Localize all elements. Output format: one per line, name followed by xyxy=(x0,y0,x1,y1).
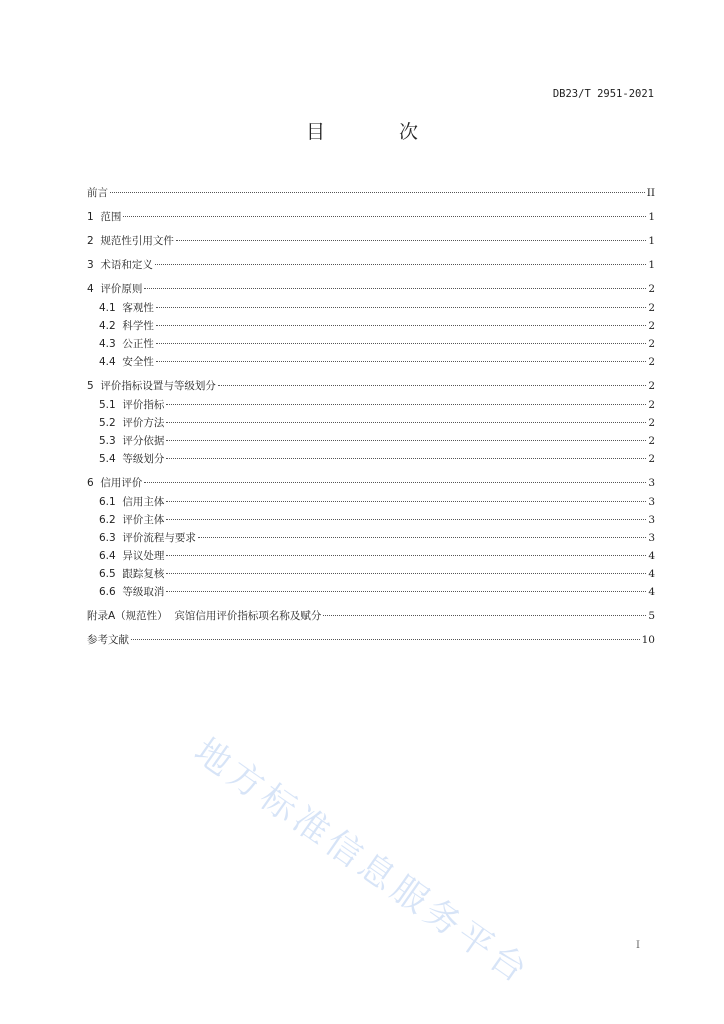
toc-entry-number: 6.5 xyxy=(99,568,123,580)
toc-entry-label: 范围 xyxy=(100,211,122,223)
toc-entry[interactable] xyxy=(99,318,655,334)
toc-entry-page: 5 xyxy=(648,610,655,622)
dot-leader xyxy=(166,404,646,405)
toc-entry-number: 5.1 xyxy=(99,399,123,411)
toc-entry[interactable] xyxy=(99,512,655,528)
toc-entry-page: 1 xyxy=(648,235,655,247)
toc-entry-number: 5 xyxy=(87,380,101,392)
dot-leader xyxy=(156,307,646,308)
toc-entry-label: 评价流程与要求 xyxy=(122,532,196,544)
toc-entry-label: 信用主体 xyxy=(122,496,165,508)
toc-entry-number: 6.4 xyxy=(99,550,123,562)
toc-entry-page: 2 xyxy=(648,320,655,332)
dot-leader xyxy=(166,458,646,459)
toc-entry-number: 6.6 xyxy=(99,586,123,598)
toc-entry-page: 3 xyxy=(648,532,655,544)
toc-entry-page: 2 xyxy=(648,435,655,447)
toc-entry[interactable] xyxy=(99,336,655,352)
toc-entry-label: 等级划分 xyxy=(122,453,165,465)
toc-entry-label: 异议处理 xyxy=(122,550,165,562)
toc-entry[interactable] xyxy=(99,566,655,582)
dot-leader xyxy=(156,343,646,344)
toc-entry[interactable] xyxy=(99,300,655,316)
toc-entry[interactable] xyxy=(99,451,655,467)
toc-entry[interactable] xyxy=(99,584,655,600)
toc-entry[interactable] xyxy=(87,233,655,249)
watermark: 地方标准信息服务平台 xyxy=(186,731,538,994)
toc-entry-page: 2 xyxy=(648,283,655,295)
toc-entry-label: 参考文献 xyxy=(87,634,129,646)
toc-entry-number: 4.4 xyxy=(99,356,123,368)
toc-entry-page: 4 xyxy=(648,586,655,598)
toc-entry-page: 3 xyxy=(648,496,655,508)
toc-entry-label: 等级取消 xyxy=(122,586,165,598)
toc-entry-number: 5.4 xyxy=(99,453,123,465)
toc-entry-label: 科学性 xyxy=(122,320,154,332)
toc-entry-number: 5.2 xyxy=(99,417,123,429)
standard-code: DB23/T 2951-2021 xyxy=(552,88,654,100)
toc-entry[interactable] xyxy=(87,209,655,225)
toc-entry-number: 4.2 xyxy=(99,320,123,332)
toc-entry-number: 1 xyxy=(87,211,101,223)
toc-entry-page: 1 xyxy=(648,211,655,223)
toc-entry[interactable] xyxy=(87,281,655,297)
dot-leader xyxy=(131,639,640,640)
dot-leader xyxy=(156,325,646,326)
toc-entry-label: 评价方法 xyxy=(122,417,165,429)
dot-leader xyxy=(218,385,646,386)
dot-leader xyxy=(144,288,646,289)
toc-entry-label: 评分依据 xyxy=(122,435,165,447)
toc-entry[interactable] xyxy=(99,433,655,449)
dot-leader xyxy=(166,519,646,520)
toc-entry-label: 评价主体 xyxy=(122,514,165,526)
toc-entry-page: II xyxy=(646,187,655,199)
toc-entry-number: 3 xyxy=(87,259,101,271)
toc-entry-number: 6.2 xyxy=(99,514,123,526)
toc-entry-label: 信用评价 xyxy=(100,477,143,489)
toc-entry-label: 安全性 xyxy=(122,356,154,368)
dot-leader xyxy=(323,615,646,616)
toc-entry-page: 2 xyxy=(648,380,655,392)
toc-entry-label: 评价指标设置与等级划分 xyxy=(100,380,216,392)
toc-entry-number: 6.3 xyxy=(99,532,123,544)
dot-leader xyxy=(166,440,646,441)
toc-entry-page: 2 xyxy=(648,417,655,429)
toc-entry-number: 4.1 xyxy=(99,302,123,314)
toc-entry-page: 2 xyxy=(648,453,655,465)
toc-entry-number: 6 xyxy=(87,477,101,489)
toc-entry[interactable] xyxy=(87,185,655,201)
dot-leader xyxy=(123,216,646,217)
toc-entry-page: 2 xyxy=(648,356,655,368)
dot-leader xyxy=(166,555,646,556)
toc-entry-page: 2 xyxy=(648,302,655,314)
page-title: 目 次 xyxy=(305,121,453,143)
toc-entry-label: 规范性引用文件 xyxy=(100,235,174,247)
dot-leader xyxy=(110,192,645,193)
toc-entry[interactable] xyxy=(87,608,655,624)
toc-entry[interactable] xyxy=(87,257,655,273)
page-number: I xyxy=(636,940,640,951)
toc-entry[interactable] xyxy=(87,475,655,491)
toc-entry-page: 2 xyxy=(648,338,655,350)
toc-entry-number: 4 xyxy=(87,283,101,295)
toc-entry-number: 6.1 xyxy=(99,496,123,508)
toc-entry-number: 4.3 xyxy=(99,338,123,350)
toc-entry-label: 公正性 xyxy=(122,338,154,350)
toc-entry-label: 评价指标 xyxy=(122,399,165,411)
toc-entry-label: 跟踪复核 xyxy=(122,568,165,580)
dot-leader xyxy=(166,501,646,502)
toc-entry-page: 4 xyxy=(648,550,655,562)
toc-entry[interactable] xyxy=(99,415,655,431)
toc-entry-number: 附录A（规范性） xyxy=(87,610,175,622)
toc-entry[interactable] xyxy=(87,378,655,394)
toc-entry-page: 1 xyxy=(648,259,655,271)
toc-entry-page: 3 xyxy=(648,514,655,526)
toc-entry-label: 评价原则 xyxy=(100,283,143,295)
toc-entry[interactable] xyxy=(99,494,655,510)
toc-entry[interactable] xyxy=(99,548,655,564)
toc-entry[interactable] xyxy=(99,530,655,546)
dot-leader xyxy=(176,240,646,241)
toc-entry-label: 宾馆信用评价指标项名称及赋分 xyxy=(174,610,322,622)
dot-leader xyxy=(144,482,646,483)
dot-leader xyxy=(166,422,646,423)
toc-entry-label: 术语和定义 xyxy=(100,259,153,271)
toc-entry-page: 10 xyxy=(641,634,655,646)
dot-leader xyxy=(155,264,646,265)
dot-leader xyxy=(166,591,646,592)
dot-leader xyxy=(198,537,646,538)
toc-entry-page: 4 xyxy=(648,568,655,580)
toc-entry[interactable] xyxy=(99,397,655,413)
toc-entry[interactable] xyxy=(87,632,655,648)
toc-entry-number: 5.3 xyxy=(99,435,123,447)
dot-leader xyxy=(166,573,646,574)
toc-entry-number: 2 xyxy=(87,235,101,247)
toc-entry[interactable] xyxy=(99,354,655,370)
toc-entry-label: 前言 xyxy=(87,187,108,199)
toc-entry-page: 2 xyxy=(648,399,655,411)
toc-entry-page: 3 xyxy=(648,477,655,489)
dot-leader xyxy=(156,361,646,362)
toc-entry-label: 客观性 xyxy=(122,302,154,314)
